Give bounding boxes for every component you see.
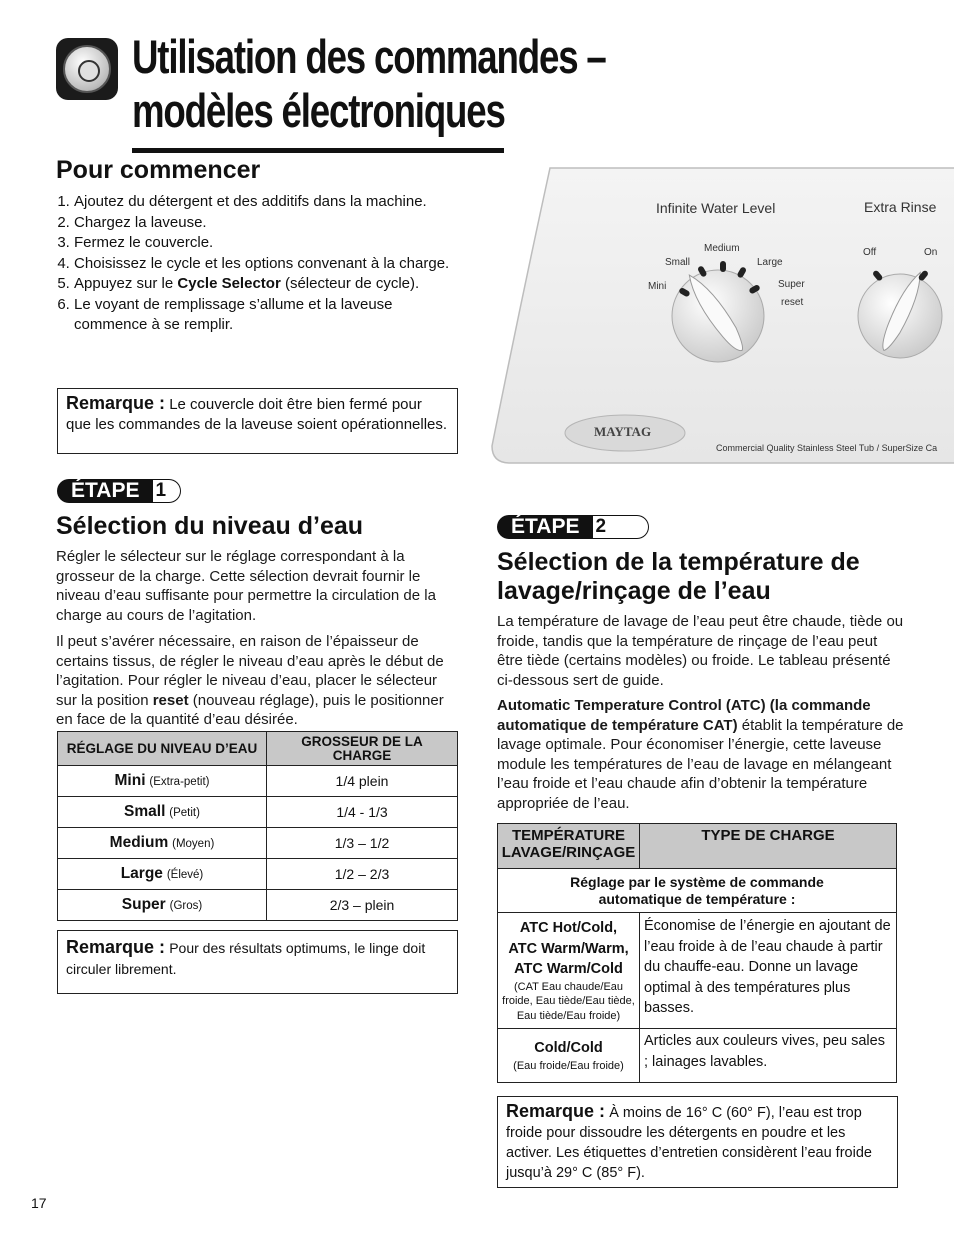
- water-level-label: Infinite Water Level: [656, 200, 776, 216]
- start-step-item: 4. Choisissez le cycle et les options convenant à la charge.: [74, 254, 456, 275]
- etape-label: ÉTAPE: [57, 479, 153, 503]
- col-temperature: TEMPÉRATURE LAVAGE/RINÇAGE: [498, 824, 640, 869]
- start-step-item: 5. Appuyez sur le Cycle Selector (sélecteur de cycle).: [74, 274, 456, 295]
- col-load-type: TYPE DE CHARGE: [640, 824, 897, 869]
- load-size-value: 1/4 - 1/3: [267, 797, 458, 828]
- table-row: [58, 859, 458, 890]
- step1-para1: Régler le sélecteur sur le réglage correspondant à la grosseur de la charge. Cette sélection devrait fournir le niveau d’eau suffisante pour permettre la circulation de la charge au cours de l’agitation.: [56, 548, 436, 624]
- table-row: [58, 828, 458, 859]
- start-heading: Pour commencer: [56, 156, 261, 184]
- table-row: [58, 797, 458, 828]
- load-size-value: 1/3 – 1/2: [267, 828, 458, 859]
- etape-label: ÉTAPE: [497, 515, 593, 539]
- note-label: Remarque :: [66, 393, 166, 413]
- step1-heading: Sélection du niveau d’eau: [56, 512, 364, 540]
- etape-number: 1: [141, 479, 181, 503]
- table-row: [58, 766, 458, 797]
- title-underline: [132, 148, 504, 153]
- load-size-value: 2/3 – plein: [267, 890, 458, 921]
- panel-tagline: Commercial Quality Stainless Steel Tub / SuperSize Ca: [716, 443, 938, 453]
- start-step-item: 2. Chargez la laveuse.: [74, 213, 456, 234]
- water-level-table: [57, 731, 458, 921]
- load-size-value: 1/4 plein: [267, 766, 458, 797]
- cold-settings-cell: Cold/Cold (Eau froide/Eau froide): [498, 1029, 640, 1083]
- dial-super-label: Super: [778, 279, 805, 290]
- washer-dial-icon: [56, 38, 118, 100]
- atc-settings-cell: ATC Hot/Cold, ATC Warm/Warm, ATC Warm/Cold (CAT Eau chaude/Eau froide, Eau tiède/Eau tiède, Eau tiède/Eau froide): [498, 913, 640, 1029]
- temperature-table: [497, 823, 897, 1083]
- atc-description: Économise de l’énergie en ajoutant de l’eau froide à de l’eau chaude à partir du chauffe-eau. Donne un lavage optimal à des températures plus basses.: [640, 913, 897, 1029]
- water-level-setting: Small (Petit): [58, 797, 267, 828]
- dial-medium-label: Medium: [704, 243, 740, 254]
- atc-subheader: Réglage par le système de commande automatique de température :: [498, 869, 897, 913]
- page-title: [132, 30, 678, 138]
- water-level-setting: Medium (Moyen): [58, 828, 267, 859]
- rinse-on-label: On: [924, 247, 938, 258]
- start-step-item: 3. Fermez le couvercle.: [74, 233, 456, 254]
- etape-1-badge: [57, 479, 181, 503]
- step2-heading: Sélection de la température de lavage/rinçage de l’eau: [497, 548, 860, 605]
- step2-para2: Automatic Temperature Control (ATC) (la commande automatique de température CAT) établit la température de lavage optimale. Pour économiser l’énergie, cette laveuse module les températures de l’eau de lavage en mélangeant l’eau froide et l’eau chaude afin d’obtenir la température appropriée de l’eau.: [497, 697, 904, 812]
- water-level-setting: Large (Élevé): [58, 859, 267, 890]
- title-line-2: modèles électroniques: [132, 84, 505, 137]
- step2-note: [497, 1096, 898, 1188]
- dial-large-label: Large: [757, 257, 783, 268]
- col-water-level: RÉGLAGE DU NIVEAU D’EAU: [58, 732, 267, 766]
- start-step-item: 1. Ajoutez du détergent et des additifs dans la machine.: [74, 192, 456, 213]
- dial-reset-label: reset: [781, 297, 804, 308]
- step1-note: [57, 930, 458, 994]
- col-load-size: GROSSEUR DE LA CHARGE: [267, 732, 458, 766]
- note-label: Remarque :: [66, 937, 166, 957]
- load-size-value: 1/2 – 2/3: [267, 859, 458, 890]
- step2-para1: La température de lavage de l’eau peut être chaude, tiède ou froide, tandis que la température de rinçage de l’eau peut être tiède (certains modèles) ou froide. Le tableau présenté ci-dessous sert de guide.: [497, 613, 904, 689]
- rinse-off-label: Off: [863, 247, 877, 258]
- control-panel-illustration: [490, 166, 954, 464]
- note-text: À moins de 16° C (60° F), l’eau est trop froide pour dissoudre les détergents en poudre et les activer. Les étiquettes d’entretien considèrent l’eau froide jusqu’à 29° C (85° F).: [506, 1105, 872, 1181]
- etape-number: 2: [581, 515, 649, 539]
- water-level-setting: Mini (Extra-petit): [58, 766, 267, 797]
- note-label: Remarque :: [506, 1101, 606, 1121]
- cold-description: Articles aux couleurs vives, peu sales ; lainages lavables.: [640, 1029, 897, 1083]
- extra-rinse-label: Extra Rinse: [864, 199, 937, 215]
- dial-mini-label: Mini: [648, 281, 667, 292]
- start-note: [57, 388, 458, 454]
- water-level-setting: Super (Gros): [58, 890, 267, 921]
- table-row: [58, 890, 458, 921]
- dial-small-label: Small: [665, 257, 691, 268]
- start-steps: [56, 192, 456, 336]
- note-text: Pour des résultats optimums, le linge doit circuler librement.: [66, 940, 426, 977]
- page-number: 17: [31, 1195, 47, 1211]
- etape-2-badge: [497, 515, 649, 539]
- start-step-item: 6. Le voyant de remplissage s’allume et la laveuse commence à se remplir.: [74, 295, 456, 336]
- step1-para2: Il peut s’avérer nécessaire, en raison de l’épaisseur de certains tissus, de régler le niveau d’eau après le début de l’agitation. Pour régler le niveau d’eau, placer le sélecteur sur la position reset (nouveau réglage), puis le positionner en face de la quantité d’eau désirée.: [56, 633, 444, 728]
- title-line-1: Utilisation des commandes –: [132, 30, 606, 83]
- note-text: Le couvercle doit être bien fermé pour que les commandes de la laveuse soient opérationnelles.: [66, 396, 448, 433]
- maytag-logo: MAYTAG: [594, 424, 652, 439]
